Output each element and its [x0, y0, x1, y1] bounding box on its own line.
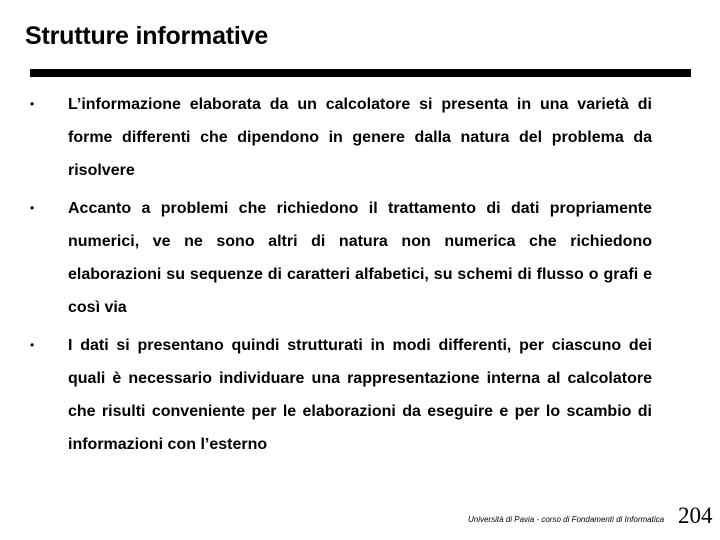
slide-title: Strutture informative — [25, 22, 269, 50]
page-number: 204 — [678, 503, 713, 528]
bullet-marker: • — [30, 97, 35, 111]
bullet-item — [30, 192, 652, 324]
bullet-text: I dati si presentano quindi strutturati in modi differenti, per ciascuno dei quali è necessario individuare una rappresentazione interna al calcolatore che risulti conveniente per le elaborazioni da eseguire e per lo scambio di informazioni con l’esterno — [68, 337, 652, 453]
bullet-item — [30, 88, 652, 187]
bullet-marker: • — [30, 201, 35, 215]
bullet-marker: • — [30, 338, 35, 352]
bullet-text: L’informazione elaborata da un calcolatore si presenta in una varietà di forme differenti che dipendono in genere dalla natura del problema da risolvere — [68, 96, 652, 179]
bullet-text: Accanto a problemi che richiedono il trattamento di dati propriamente numerici, ve ne sono altri di natura non numerica che richiedono elaborazioni su sequenze di caratteri alfabetici, su schemi di flusso o grafi e così via — [68, 200, 652, 316]
bullet-item — [30, 329, 652, 461]
footer-course-note: Università di Pavia - corso di Fondamenti di Informatica — [468, 515, 665, 524]
bullet-list — [30, 88, 652, 466]
title-divider — [30, 69, 691, 77]
